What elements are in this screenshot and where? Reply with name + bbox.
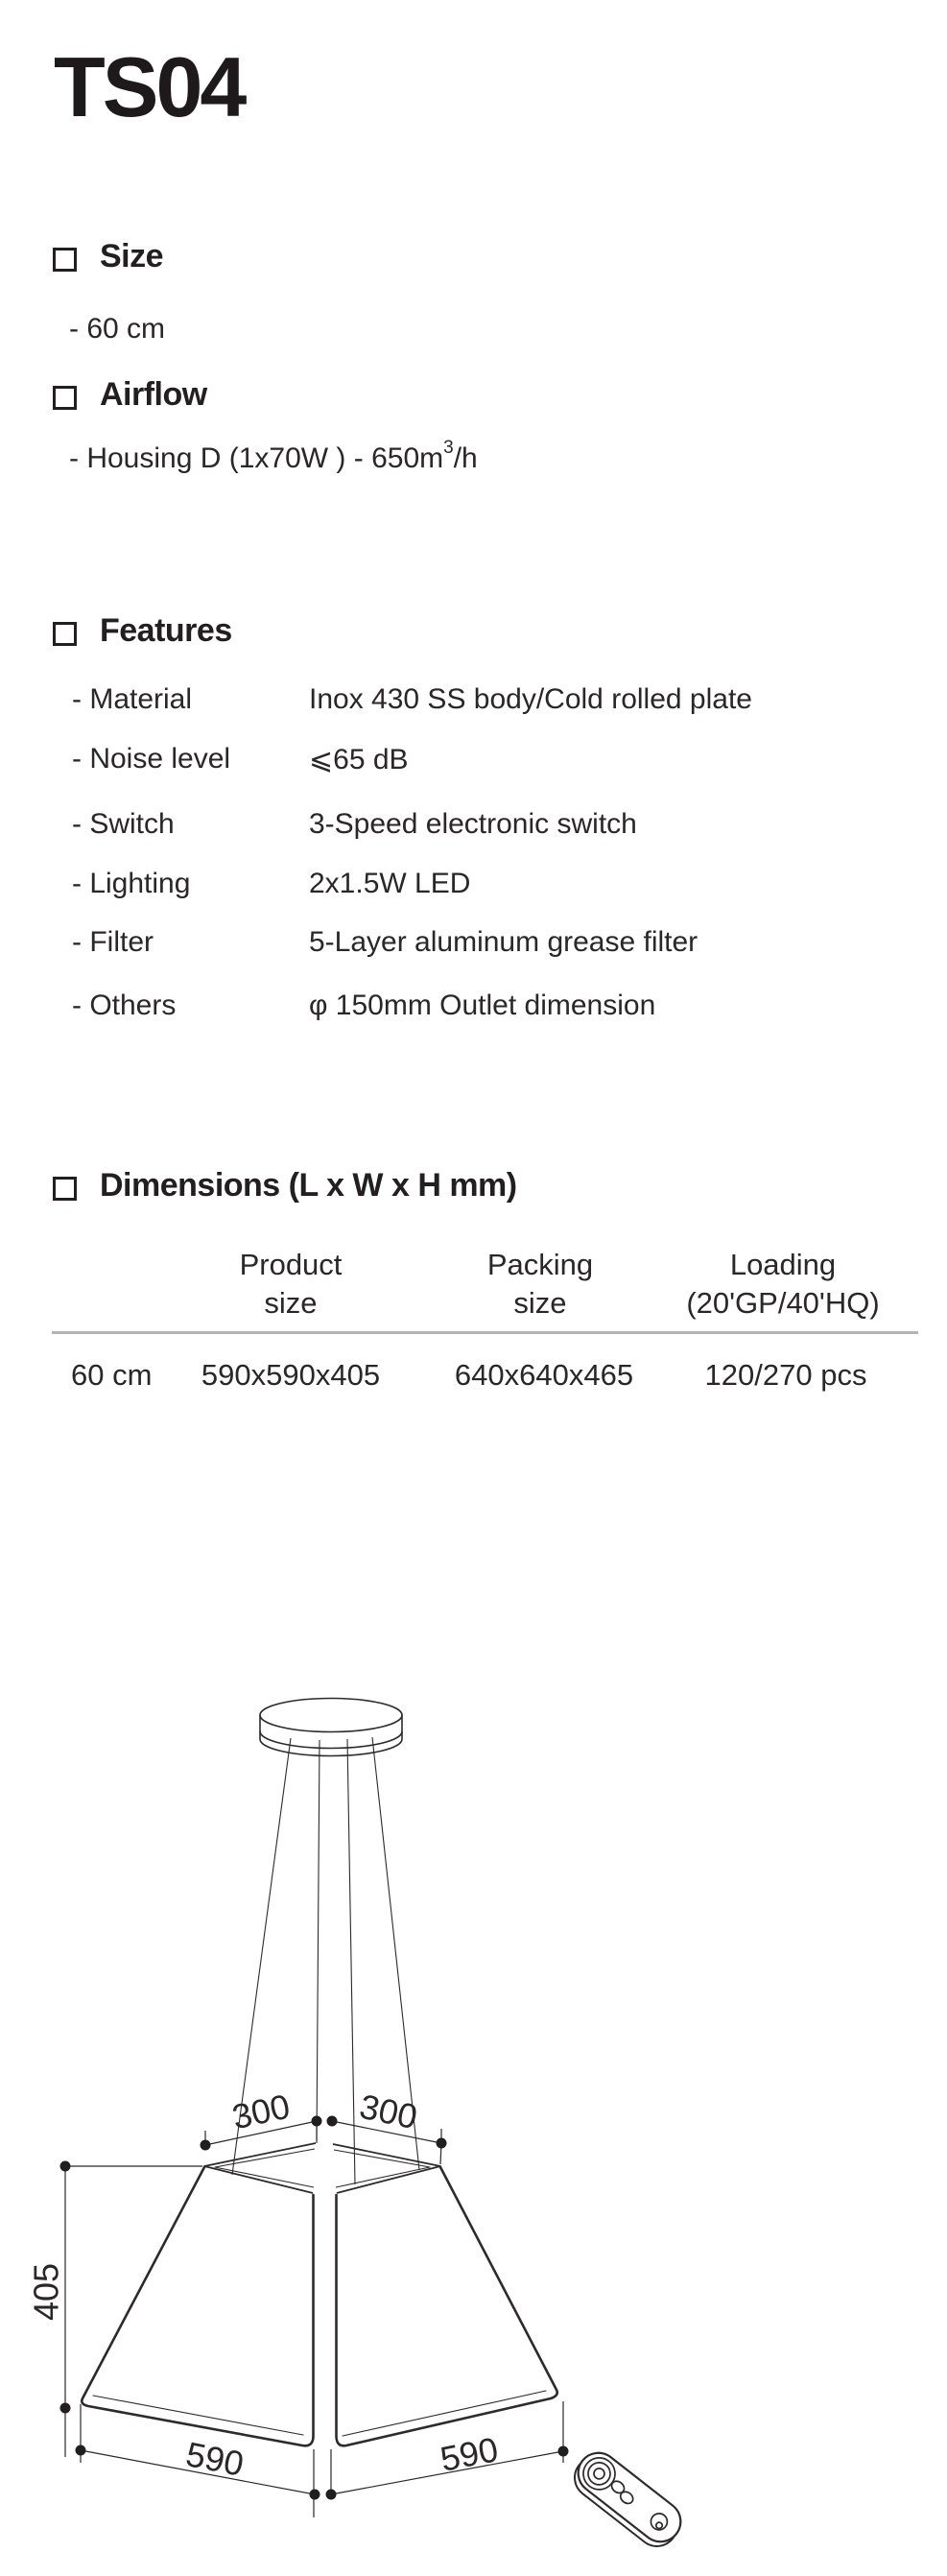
feature-value: ⩽65 dB xyxy=(309,744,409,775)
hood-dimension-drawing xyxy=(0,1632,947,2576)
section-square-icon xyxy=(53,622,77,646)
feature-label: - Filter xyxy=(72,926,154,958)
section-square-icon xyxy=(53,1177,77,1201)
table-header-line: Packing xyxy=(486,1248,594,1281)
airflow-value xyxy=(69,438,478,475)
product-title: TS04 xyxy=(54,39,245,134)
table-header-packing-size xyxy=(420,1246,660,1323)
table-cell-packing-size: 640x640x465 xyxy=(454,1358,634,1392)
hood-body xyxy=(82,2167,557,2445)
feature-value: φ 150mm Outlet dimension xyxy=(309,990,656,1021)
section-square-icon xyxy=(53,248,77,272)
dim-label-height: 405 xyxy=(26,2262,66,2322)
feature-label: - Noise level xyxy=(72,743,231,775)
table-divider xyxy=(52,1331,918,1334)
airflow-value-unit: /h xyxy=(453,442,478,474)
airflow-value-main: - Housing D (1x70W ) - 650m xyxy=(69,442,444,474)
table-cell-model: 60 cm xyxy=(71,1358,153,1392)
airflow-superscript: 3 xyxy=(443,438,454,458)
feature-label: - Switch xyxy=(72,808,175,840)
remote-control xyxy=(567,2445,689,2554)
dim-label-bottom-left: 590 xyxy=(182,2434,248,2484)
table-cell-loading: 120/270 pcs xyxy=(704,1358,867,1392)
feature-label: - Material xyxy=(72,683,193,715)
table-header-line: Product xyxy=(239,1248,343,1281)
feature-value: 3-Speed electronic switch xyxy=(309,808,637,840)
table-header-line: size xyxy=(264,1286,318,1320)
section-square-icon xyxy=(53,386,77,410)
features-list xyxy=(72,683,897,1029)
table-cell-product-size: 590x590x405 xyxy=(201,1358,381,1392)
dim-label-top-right: 300 xyxy=(356,2086,421,2137)
feature-value: Inox 430 SS body/Cold rolled plate xyxy=(309,683,752,715)
dim-label-top-left: 300 xyxy=(228,2086,294,2137)
section-heading-features xyxy=(53,612,232,650)
section-title: Dimensions (L x W x H mm) xyxy=(100,1167,517,1204)
section-title: Airflow xyxy=(100,376,207,413)
ceiling-disc xyxy=(260,1699,402,1756)
table-header-line: Loading xyxy=(729,1248,837,1281)
size-value: - 60 cm xyxy=(69,313,166,345)
feature-label: - Others xyxy=(72,990,177,1021)
table-header-product-size xyxy=(171,1246,411,1323)
feature-value: 2x1.5W LED xyxy=(309,868,471,899)
section-heading-airflow xyxy=(53,376,207,414)
hood-rim xyxy=(204,2143,440,2193)
section-heading-dimensions xyxy=(53,1167,517,1205)
section-heading-size xyxy=(53,238,163,275)
feature-value: 5-Layer aluminum grease filter xyxy=(309,926,698,958)
dim-label-bottom-right: 590 xyxy=(437,2429,502,2479)
section-title: Size xyxy=(100,238,164,274)
table-header-loading xyxy=(639,1246,927,1323)
table-header-line: size xyxy=(513,1286,567,1320)
feature-label: - Lighting xyxy=(72,868,191,899)
section-title: Features xyxy=(100,612,232,649)
table-header-line: (20'GP/40'HQ) xyxy=(686,1286,880,1320)
